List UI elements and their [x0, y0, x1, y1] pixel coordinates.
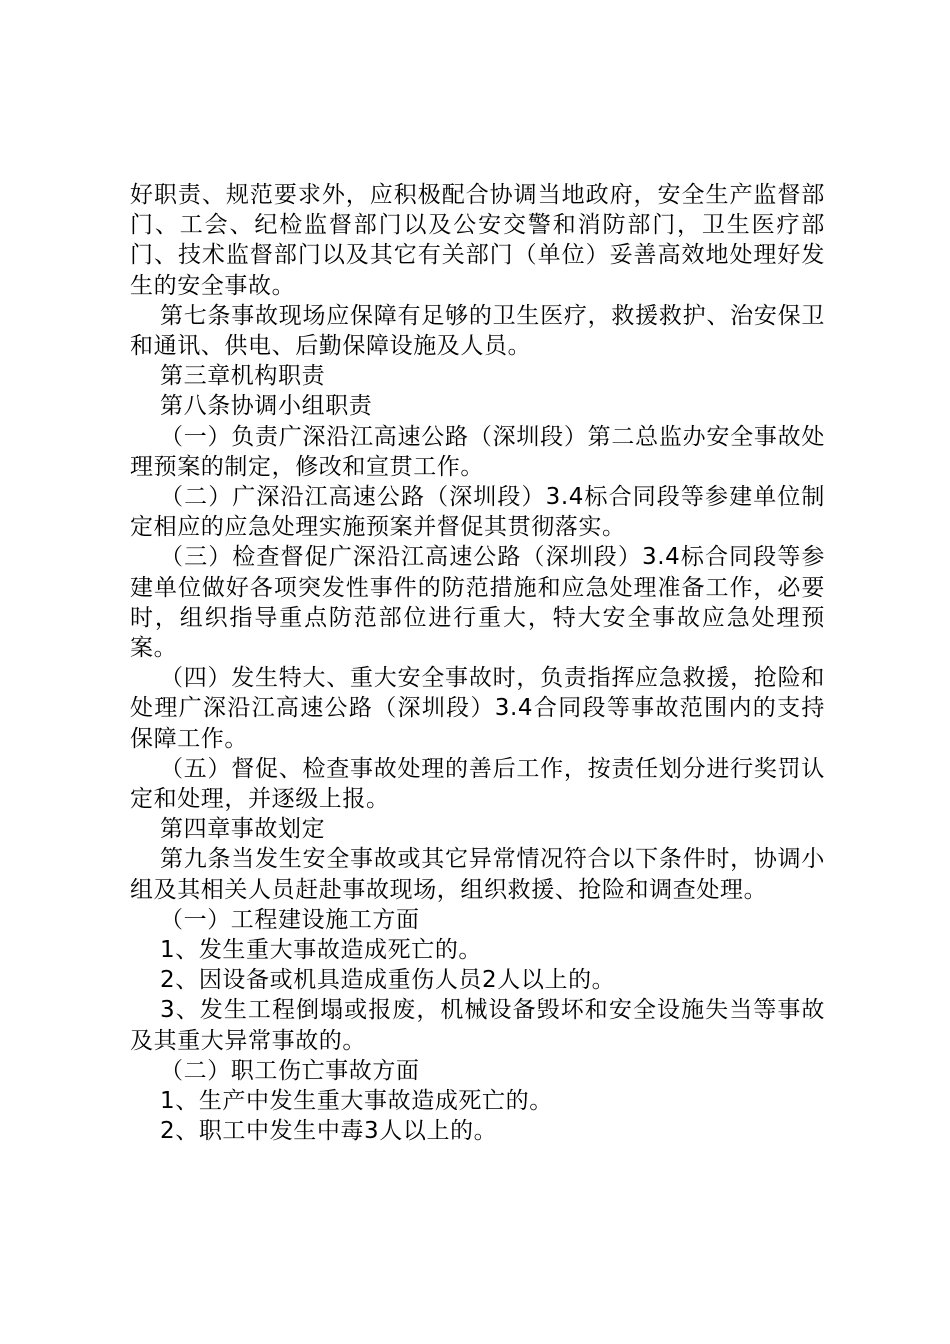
- list-item-4: （四）发生特大、重大安全事故时，负责指挥应急救援，抢险和处理广深沿江高速公路（深圳段）3.4合同段等事故范围内的支持保障工作。: [130, 665, 825, 752]
- paragraph-article-9: 第九条当发生安全事故或其它异常情况符合以下条件时，协调小组及其相关人员赶赴事故现场，组织救援、抢险和调查处理。: [130, 846, 825, 903]
- list-item-5: （五）督促、检查事故处理的善后工作，按责任划分进行奖罚认定和处理，并逐级上报。: [130, 755, 825, 813]
- subsection-heading-1: （一）工程建设施工方面: [160, 906, 420, 933]
- subsection-2-item-1: 1、生产中发生重大事故造成死亡的。: [160, 1088, 553, 1115]
- subsection-1-item-2: 2、因设备或机具造成重伤人员2人以上的。: [160, 967, 616, 994]
- document-body: [130, 180, 825, 1147]
- list-item-2: （二）广深沿江高速公路（深圳段）3.4标合同段等参建单位制定相应的应急处理实施预案并督促其贯彻落实。: [130, 484, 825, 541]
- paragraph-continuation: 好职责、规范要求外，应积极配合协调当地政府，安全生产监督部门、工会、纪检监督部门以及公安交警和消防部门，卫生医疗部门、技术监督部门以及其它有关部门（单位）妥善高效地处理好发生的安全事故。: [130, 182, 825, 299]
- paragraph-article-7: 第七条事故现场应保障有足够的卫生医疗，救援救护、治安保卫和通讯、供电、后勤保障设施及人员。: [130, 302, 825, 360]
- list-item-3: （三）检查督促广深沿江高速公路（深圳段）3.4标合同段等参建单位做好各项突发性事件的防范措施和应急处理准备工作，必要时，组织指导重点防范部位进行重大，特大安全事故应急处理预案。: [130, 544, 825, 662]
- subsection-heading-2: （二）职工伤亡事故方面: [160, 1057, 420, 1084]
- subsection-1-item-1: 1、发生重大事故造成死亡的。: [160, 937, 483, 964]
- chapter-heading-4: 第四章事故划定: [160, 816, 326, 843]
- subsection-2-item-2: 2、职工中发生中毒3人以上的。: [160, 1118, 498, 1145]
- chapter-heading-3: 第三章机构职责: [160, 363, 326, 390]
- list-item-1: （一）负责广深沿江高速公路（深圳段）第二总监办安全事故处理预案的制定，修改和宣贯工作。: [130, 423, 825, 480]
- subsection-1-item-3: 3、发生工程倒塌或报废，机械设备毁坏和安全设施失当等事故及其重大异常事故的。: [130, 997, 825, 1054]
- article-heading-8: 第八条协调小组职责: [160, 393, 373, 420]
